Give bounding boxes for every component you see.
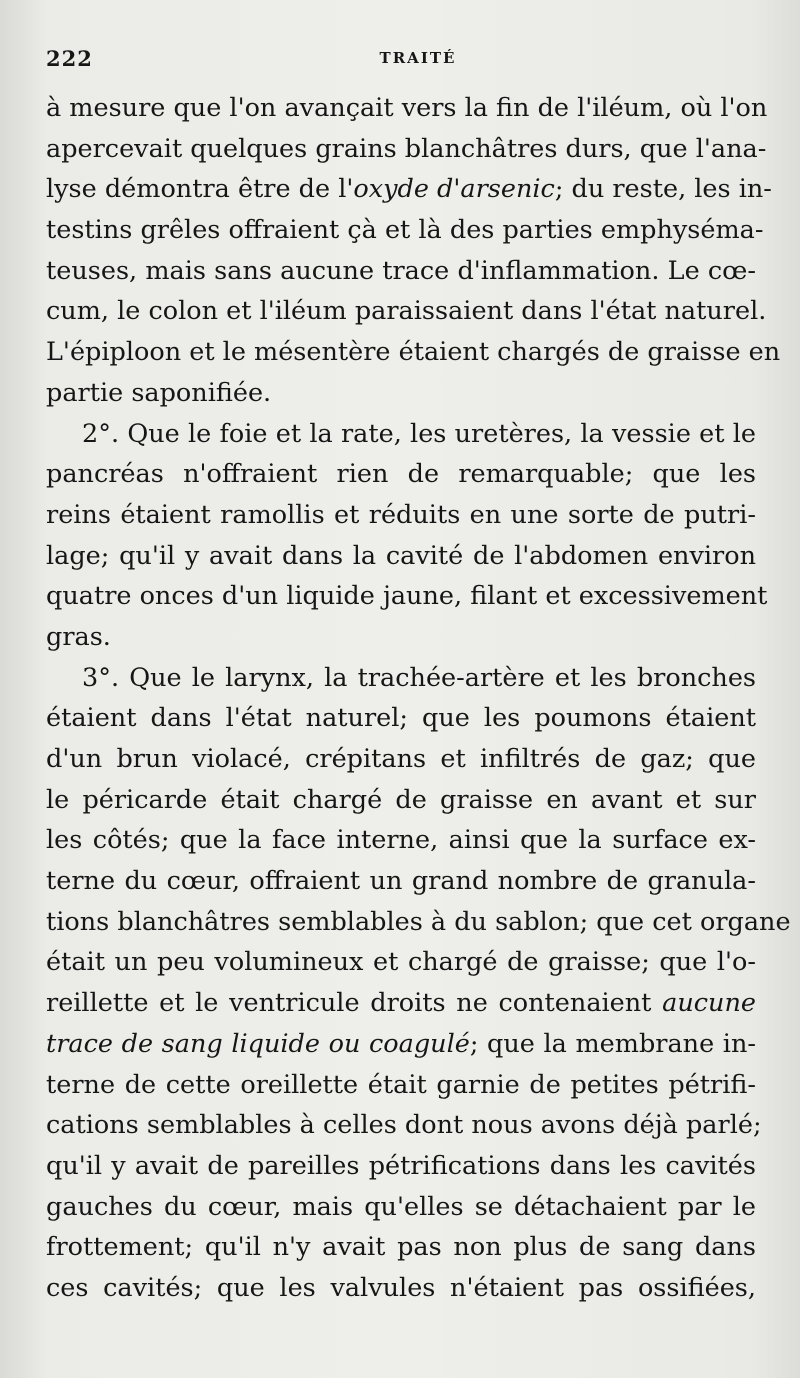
text-line bbox=[46, 536, 756, 577]
text-line bbox=[46, 902, 791, 943]
text-line bbox=[46, 1268, 756, 1309]
line-text: cum, le colon et l'iléum paraissaient dans l'état naturel. bbox=[46, 296, 767, 327]
text-line bbox=[46, 658, 756, 699]
line-text: teuses, mais sans aucune trace d'inflammation. Le cœ- bbox=[46, 255, 756, 286]
text-line bbox=[46, 88, 768, 129]
line-text: testins grêles offraient çà et là des parties emphyséma- bbox=[46, 215, 764, 246]
text-line bbox=[46, 129, 767, 170]
line-text: quatre onces d'un liquide jaune, filant et excessivement bbox=[46, 581, 768, 612]
text-line bbox=[46, 576, 768, 617]
text-line bbox=[46, 454, 756, 495]
text-line bbox=[46, 983, 756, 1024]
line-text: apercevait quelques grains blanchâtres durs, que l'ana- bbox=[46, 133, 767, 164]
text-line bbox=[46, 1105, 762, 1146]
line-text: les côtés; que la face interne, ainsi que la surface ex- bbox=[46, 825, 756, 856]
line-text-after: ; du reste, les in- bbox=[554, 174, 772, 205]
line-text: reins étaient ramollis et réduits en une sorte de putri- bbox=[46, 499, 756, 530]
line-text: partie saponifiée. bbox=[46, 377, 272, 408]
line-text: 2°. Que le foie et la rate, les uretères, la vessie et le bbox=[82, 418, 756, 449]
text-line bbox=[46, 942, 756, 983]
line-text: gauches du cœur, mais qu'elles se détachaient par le bbox=[46, 1191, 756, 1222]
text-line bbox=[46, 291, 767, 332]
line-text: ces cavités; que les valvules n'étaient pas ossifiées, bbox=[46, 1272, 756, 1303]
line-text-after: ; que la membrane in- bbox=[469, 1028, 756, 1059]
text-line bbox=[46, 617, 756, 658]
text-line bbox=[46, 1065, 756, 1106]
line-text: cations semblables à celles dont nous avons déjà parlé; bbox=[46, 1110, 762, 1141]
italic-text: trace de sang liquide ou coagulé bbox=[46, 1028, 470, 1059]
line-text: le péricarde était chargé de graisse en avant et sur bbox=[46, 784, 756, 815]
text-line bbox=[46, 1187, 756, 1228]
text-line bbox=[46, 373, 756, 414]
line-text: pancréas n'offraient rien de remarquable; que les bbox=[46, 459, 756, 490]
line-text: frottement; qu'il n'y avait pas non plus de sang dans bbox=[46, 1232, 756, 1263]
line-text: lage; qu'il y avait dans la cavité de l'abdomen environ bbox=[46, 540, 756, 571]
page-number: 222 bbox=[46, 46, 93, 71]
text-line bbox=[46, 820, 756, 861]
italic-text: aucune bbox=[662, 988, 756, 1019]
text-line bbox=[46, 1146, 756, 1187]
line-text: L'épiploon et le mésentère étaient chargés de graisse en bbox=[46, 337, 781, 368]
text-line bbox=[46, 698, 756, 739]
line-text: à mesure que l'on avançait vers la fin de l'iléum, où l'on bbox=[46, 93, 768, 123]
text-line bbox=[46, 495, 756, 536]
line-text: 3°. Que le larynx, la trachée-artère et les bronches bbox=[82, 662, 756, 693]
text-line bbox=[46, 1024, 756, 1065]
text-line bbox=[46, 210, 764, 251]
body-text bbox=[46, 88, 791, 1309]
line-text: étaient dans l'état naturel; que les poumons étaient bbox=[46, 703, 756, 734]
text-line bbox=[46, 739, 756, 780]
running-head bbox=[46, 46, 750, 76]
text-line bbox=[46, 332, 781, 373]
text-line bbox=[46, 861, 756, 902]
text-line bbox=[46, 169, 772, 210]
text-line bbox=[46, 251, 756, 292]
line-text: qu'il y avait de pareilles pétrifications dans les cavités bbox=[46, 1150, 756, 1181]
italic-text: oxyde d'arsenic bbox=[353, 174, 555, 205]
text-line bbox=[46, 414, 756, 455]
running-title: TRAITÉ bbox=[379, 49, 457, 67]
text-line bbox=[46, 780, 756, 821]
line-text: lyse démontra être de l' bbox=[46, 174, 354, 205]
line-text: terne de cette oreillette était garnie de petites pétrifi- bbox=[46, 1069, 756, 1100]
text-line bbox=[46, 1227, 756, 1268]
line-text: gras. bbox=[46, 621, 111, 652]
line-text: était un peu volumineux et chargé de graisse; que l'o- bbox=[46, 947, 756, 978]
line-text: reillette et le ventricule droits ne contenaient bbox=[46, 988, 663, 1019]
line-text: d'un brun violacé, crépitans et infiltrés de gaz; que bbox=[46, 744, 756, 774]
line-text: terne du cœur, offraient un grand nombre de granula- bbox=[46, 866, 756, 897]
line-text: tions blanchâtres semblables à du sablon; que cet organe bbox=[46, 906, 791, 937]
